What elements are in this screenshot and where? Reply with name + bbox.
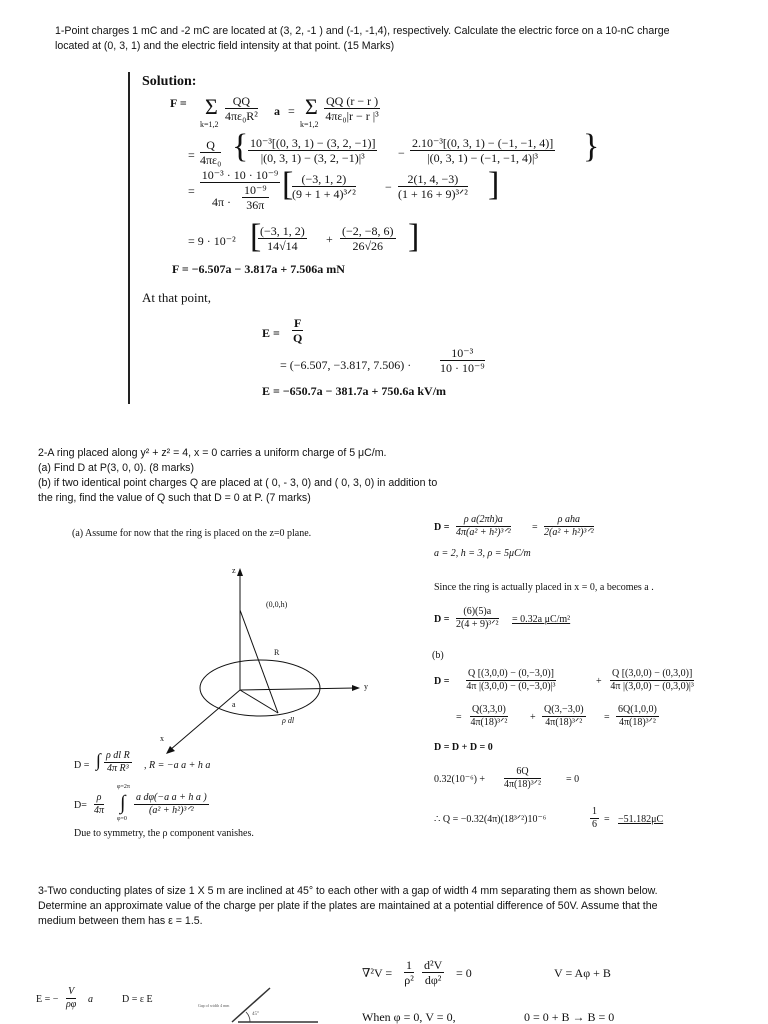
q2-d-value-den: 2(4 + 9)³ᐟ²: [456, 619, 499, 630]
equals-3: =: [188, 184, 195, 198]
y-arrowhead: [352, 685, 360, 691]
radius-line: [240, 690, 278, 713]
q2-d2-num: a dφ(−a a + h a ): [136, 792, 207, 803]
q1-field-substitution: = (−6.507, −3.817, 7.506) ·: [280, 358, 412, 372]
fig-angle-label: 45°: [252, 1012, 259, 1017]
q1-eq3-term-a-den: (9 + 1 + 4)³ᐟ²: [292, 187, 356, 201]
q2-total-d: D = D + D = 0: [434, 742, 493, 753]
q2-ring-d-term-a: [456, 514, 511, 539]
fig-r-label: R: [274, 648, 280, 657]
equals-1: =: [288, 104, 295, 118]
plus-2: +: [596, 676, 602, 687]
q2-dq-simplified-b: [542, 704, 586, 729]
q2-dq-term-a-den: 4π |(3,0,0) − (0,−3,0)|³: [466, 681, 556, 692]
q1-term2-den: 4πε₀|r − r |³: [325, 109, 379, 123]
q3-general-solution: V = Aφ + B: [554, 966, 611, 980]
q1-statement: 1-Point charges 1 mC and -2 mC are located at (3, 2, -1 ) and (-1, -1,4), respectively. Calculate the electric force on a 10-nC charge located at (0, 3, 1) and the electric field intensity at that point. (15 Marks): [55, 25, 670, 52]
q2-given-values: a = 2, h = 3, ρ = 5μC/m: [434, 548, 531, 559]
q2-symmetry-note: Due to symmetry, the ρ component vanishes.: [74, 828, 254, 839]
equals-5: =: [456, 712, 462, 723]
q2-d-integral-num: ρ dl R: [106, 750, 130, 761]
q1-eq4-term-a: [258, 224, 307, 253]
at-that-point-label: At that point,: [142, 290, 211, 305]
q3-d-relation: D = ε E: [122, 994, 153, 1005]
q1-eq4-prefix: = 9 · 10⁻²: [188, 234, 236, 248]
q2-d-value-num: (6)(5)a: [456, 606, 499, 619]
q3-e-field-fraction: [66, 986, 76, 1011]
q2-dq-simplified-a-den: 4π(18)³ᐟ²: [470, 717, 508, 728]
q2-q-solution-den: 6: [592, 819, 597, 830]
q3-laplace-lhs: ∇²V =: [362, 966, 393, 980]
r-vector: [240, 610, 278, 713]
q2-dq-simplified-c-num: 6Q(1,0,0): [618, 704, 657, 715]
q1-term1-unit-vector: a: [274, 104, 280, 118]
q3-e-field-unit: a: [88, 994, 93, 1005]
sum-symbol-2: Σ: [305, 94, 318, 119]
integral-symbol-2: ∫: [120, 792, 126, 814]
q2-balance-fraction: [504, 766, 541, 791]
q2-d-integral-fraction: [104, 750, 132, 775]
fig-a-label: a: [232, 700, 236, 709]
q2-q-solution-fraction: [590, 806, 599, 831]
q2-ring-note: Since the ring is actually placed in x = 0, a becomes a .: [434, 582, 654, 593]
q1-term2-fraction: [324, 94, 380, 123]
bracket-close-1: ]: [488, 166, 500, 203]
integral-symbol-1: ∫: [96, 750, 101, 770]
q3-line-3: medium between them has ε = 1.5.: [38, 915, 203, 927]
q1-eq3-term-a: [292, 172, 356, 201]
q3-laplace-deriv-num: d²V: [424, 958, 443, 972]
q2-ring-d-term-a-den: 4π(a² + h²)³ᐟ²: [456, 527, 511, 538]
plus-1: +: [326, 232, 333, 246]
q1-eq3-den-frac: [242, 183, 269, 212]
q1-eq4-term-a-num: (−3, 1, 2): [260, 224, 305, 238]
q1-eq2-prefactor-den: 4πε₀: [200, 153, 222, 167]
q1-field-sub-fraction: [440, 346, 485, 375]
fig-dl-label: ρ dl: [282, 716, 295, 725]
bracket-open-2: [: [250, 218, 262, 255]
ring-ellipse: [200, 660, 320, 716]
q2-d-value-result: = 0.32a μC/m²: [512, 614, 571, 625]
q2-ring-d-term-a-num: ρ a(2πh)a: [456, 514, 511, 527]
equals-2: =: [188, 148, 195, 162]
q2-ring-d-term-b-num: ρ aha: [544, 514, 594, 527]
brace-close: }: [583, 128, 600, 165]
fig-gap-label: Gap of width 4 mm: [198, 1003, 230, 1008]
q3-e-field-lhs: E = −: [36, 994, 59, 1005]
minus-1: −: [398, 146, 405, 160]
q1-eq2-term-a-num: 10⁻³[(0, 3, 1) − (3, 2, −1)]: [250, 136, 376, 150]
q2-d2-lower: φ=0: [117, 816, 127, 822]
q2-dq-simplified-b-den: 4π(18)³ᐟ²: [545, 717, 583, 728]
fig-y-label: y: [364, 682, 368, 691]
q2-r-definition: , R = −a a + h a: [144, 760, 211, 771]
q1-field-num: F: [294, 316, 302, 330]
q2-d2-coef-den: 4π: [94, 805, 105, 816]
q1-eq3-den-prefix: 4π ·: [212, 195, 232, 209]
fig-point-label: (0,0,h): [266, 600, 288, 609]
q1-eq3-term-b-den: (1 + 16 + 9)³ᐟ²: [398, 187, 468, 201]
q2-dq-lhs: D =: [434, 676, 450, 687]
q1-eq4-term-b-num: (−2, −8, 6): [342, 224, 394, 238]
q2-line-4: the ring, find the value of Q such that D = 0 at P. (7 marks): [38, 492, 311, 504]
q2-dq-simplified-a-num: Q(3,3,0): [472, 704, 506, 715]
q3-laplace-coef-num: 1: [406, 958, 412, 972]
inclined-plate: [232, 988, 270, 1022]
q1-eq3-num: 10⁻³ · 10 · 10⁻⁹: [201, 168, 279, 182]
q1-force-result: F = −6.507a − 3.817a + 7.506a mN: [172, 262, 345, 276]
q3-boundary-condition: When φ = 0, V = 0,: [362, 1010, 456, 1024]
q1-term1-den: 4πε₀R²: [225, 109, 258, 123]
q2-assumption: (a) Assume for now that the ring is placed on the z=0 plane.: [72, 528, 312, 539]
q1-field-sub-den: 10 · 10⁻⁹: [440, 361, 485, 375]
q2-balance-rhs: = 0: [566, 774, 580, 785]
z-arrowhead: [237, 568, 243, 576]
ring-figure: [150, 560, 380, 770]
q2-q-solution-num: 1: [592, 806, 597, 817]
q3-laplace-deriv-den: dφ²: [424, 973, 442, 987]
q1-eq2-term-a-den: |(0, 3, 1) − (3, 2, −1)|³: [260, 151, 365, 165]
q1-eq2-term-b-den: |(0, 3, 1) − (−1, −1, 4)|³: [427, 151, 538, 165]
q2-part-b-label: (b): [432, 650, 444, 661]
q2-d2-upper: φ=2π: [117, 784, 130, 790]
q2-dq-simplified-b-num: Q(3,−3,0): [544, 704, 584, 715]
q2-d2-lhs: D=: [74, 800, 87, 811]
q2-d2-coef: [94, 792, 104, 817]
equals-4: =: [532, 522, 538, 533]
q2-q-result: −51.182μC: [618, 814, 664, 825]
q2-dq-term-b-den: 4π |(3,0,0) − (0,3,0)|³: [610, 681, 694, 692]
equals-7: =: [604, 814, 610, 825]
fig-x-label: x: [160, 734, 164, 743]
q2-line-3: (b) if two identical point charges Q are placed at ( 0, - 3, 0) and ( 0, 3, 0) in addition to: [38, 477, 438, 489]
q2-ring-d-term-b-den: 2(a² + h²)³ᐟ²: [544, 527, 594, 538]
q3-e-field-den: ρφ: [66, 999, 77, 1010]
q1-term2-num: QQ (r − r ): [326, 94, 379, 108]
q1-eq2-prefactor: [200, 138, 221, 167]
angle-arc: [246, 1012, 250, 1022]
solution-left-rule: [128, 72, 130, 404]
q1-field-den: Q: [293, 331, 303, 345]
q2-dq-simplified-a: [470, 704, 508, 729]
q2-balance-den: 4π(18)³ᐟ²: [504, 779, 541, 790]
bracket-close-2: ]: [408, 218, 420, 255]
q1-eq3-main-fraction: [200, 168, 280, 217]
q2-d-value-fraction: [456, 606, 499, 631]
q2-balance-num: 6Q: [504, 766, 541, 779]
q2-dq-term-a: [466, 668, 556, 693]
q3-boundary-result: 0 = 0 + B → B = 0: [524, 1010, 615, 1024]
y-axis: [240, 688, 355, 690]
q1-eq3-term-b: [398, 172, 468, 201]
q2-d-integral-lhs: D =: [74, 760, 90, 771]
q1-eq3-den-den: 36π: [246, 198, 265, 212]
q1-term1-num: QQ: [225, 94, 258, 109]
minus-2: −: [385, 180, 392, 194]
q2-d-integral-den: 4π R³: [107, 763, 129, 774]
equals-6: =: [604, 712, 610, 723]
fig-z-label: z: [232, 566, 236, 575]
q1-eq2-term-b-num: 2.10⁻³[(0, 3, 1) − (−1, −1, 4)]: [412, 136, 554, 150]
brace-open: {: [232, 128, 249, 165]
q2-dq-term-b: [610, 668, 694, 693]
q2-ring-d-term-b: [544, 514, 594, 539]
q3-e-field-num: V: [66, 986, 76, 999]
q3-laplace-coef: [404, 958, 414, 987]
q2-dq-term-a-num: Q [(3,0,0) − (0,−3,0)]: [468, 668, 554, 679]
q2-line-1: 2-A ring placed along y² + z² = 4, x = 0 carries a uniform charge of 5 μC/m.: [38, 447, 387, 459]
q2-ring-d-lhs: D =: [434, 522, 450, 533]
q2-dq-term-b-num: Q [(3,0,0) − (0,3,0)]: [612, 668, 693, 679]
q2-q-solution: ∴ Q = −0.32(4π)(18³ᐟ²)10⁻⁶: [434, 814, 547, 825]
q1-field-sub-num: 10⁻³: [440, 346, 485, 361]
sum-index-2: k=1,2: [300, 120, 319, 129]
q1-eq3-term-b-num: 2(1, 4, −3): [398, 172, 468, 187]
q3-laplace-deriv: [422, 958, 444, 987]
q1-field-lhs: E =: [262, 326, 280, 340]
q3-line-1: 3-Two conducting plates of size 1 X 5 m are inclined at 45° to each other with a gap of width 4 mm separating them as shown below.: [38, 885, 658, 897]
q3-laplace-rhs: = 0: [456, 966, 472, 980]
q1-field-result: E = −650.7a − 381.7a + 750.6a kV/m: [262, 384, 447, 398]
plus-3: +: [530, 712, 536, 723]
q2-d-value-lhs: D =: [434, 614, 450, 625]
q2-d2-coef-num: ρ: [94, 792, 104, 805]
bracket-open-1: [: [282, 166, 294, 203]
q1-eq4-term-b-den: 26√26: [352, 239, 384, 253]
solution-label: Solution:: [142, 74, 197, 89]
sum-symbol-1: Σ: [205, 94, 218, 119]
q2-dq-simplified-c: [616, 704, 659, 729]
q3-laplace-coef-den: ρ²: [404, 973, 414, 987]
q1-eq2-prefactor-num: Q: [200, 138, 221, 153]
sum-index-1: k=1,2: [200, 120, 219, 129]
q1-term1-fraction: [225, 94, 258, 123]
q1-eq4-term-a-den: 14√14: [267, 239, 298, 253]
q1-eq3-term-a-num: (−3, 1, 2): [292, 172, 356, 187]
q3-line-2: Determine an approximate value of the charge per plate if the plates are maintained at a potential difference of 50V. Assume that the: [38, 900, 658, 912]
q1-eq3-den-num: 10⁻⁹: [244, 183, 267, 197]
q1-eq2-term-b: [410, 136, 555, 165]
q2-balance-prefix: 0.32(10⁻⁶) +: [434, 774, 486, 785]
q1-eq4-term-b: [340, 224, 396, 253]
q1-field-fraction: [292, 316, 303, 345]
q1-eq2-term-a: [248, 136, 377, 165]
q2-dq-simplified-c-den: 4π(18)³ᐟ²: [618, 717, 656, 728]
q1-force-lhs: F =: [170, 96, 187, 110]
q2-d2-fraction: [134, 792, 209, 817]
q2-line-2: (a) Find D at P(3, 0, 0). (8 marks): [38, 462, 194, 474]
q2-d2-den: (a² + h²)³ᐟ²: [149, 805, 194, 816]
